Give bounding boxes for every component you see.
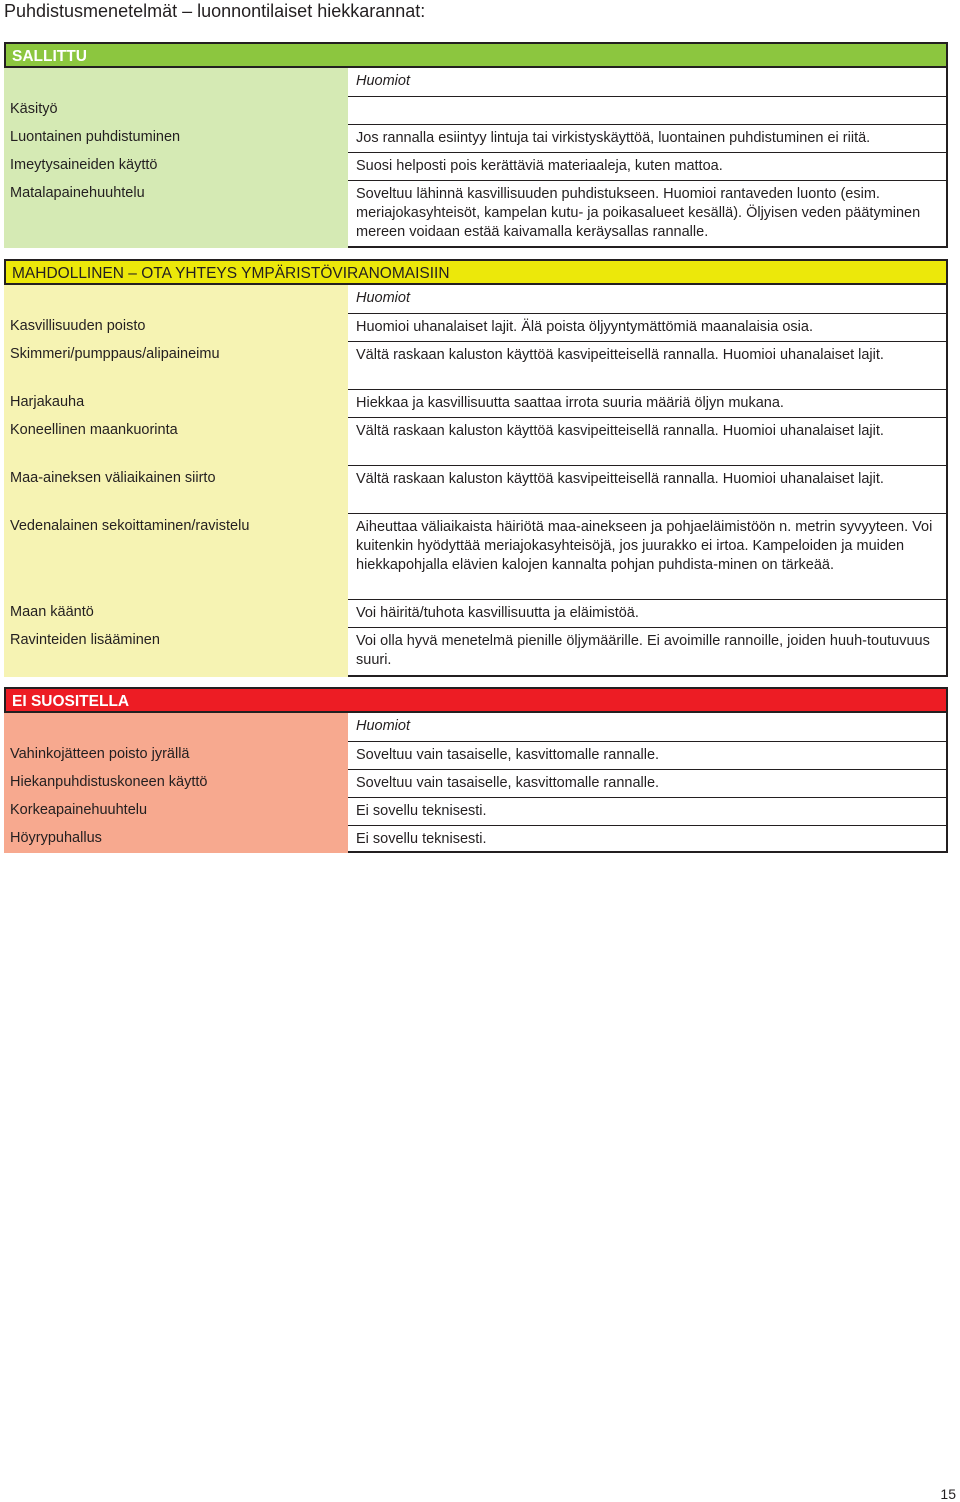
section-sallittu xyxy=(4,42,948,248)
notes-cell: Voi olla hyvä menetelmä pienille öljymäärille. Ei avoimille rannoille, joiden huuh-toutuvuus suuri. xyxy=(348,627,946,675)
method-cell: Matalapainehuuhtelu xyxy=(10,185,145,201)
notes-cell: Vältä raskaan kaluston käyttöä kasvipeitteisellä rannalla. Huomioi uhanalaiset lajit. xyxy=(348,341,946,389)
notes-header: Huomiot xyxy=(356,73,410,89)
method-cell: Maan kääntö xyxy=(10,604,94,620)
notes-cell: Soveltuu vain tasaiselle, kasvittomalle rannalle. xyxy=(348,741,946,769)
method-cell: Vedenalainen sekoittaminen/ravistelu xyxy=(10,518,250,534)
method-cell: Imeytysaineiden käyttö xyxy=(10,157,158,173)
section-header-sallittu: SALLITTU xyxy=(4,42,948,68)
methods-column xyxy=(4,713,348,853)
notes-header: Huomiot xyxy=(356,718,410,734)
method-cell: Skimmeri/pumppaus/alipaineimu xyxy=(10,346,220,362)
notes-cell: Hiekkaa ja kasvillisuutta saattaa irrota suuria määriä öljyn mukana. xyxy=(348,389,946,417)
method-cell: Maa-aineksen väliaikainen siirto xyxy=(10,470,216,486)
notes-cell: Suosi helposti pois kerättäviä materiaaleja, kuten mattoa. xyxy=(348,152,946,180)
notes-cell: Ei sovellu teknisesti. xyxy=(348,797,946,825)
section-header-ei-suositella: EI SUOSITELLA xyxy=(4,687,948,713)
notes-cell: Vältä raskaan kaluston käyttöä kasvipeitteisellä rannalla. Huomioi uhanalaiset lajit. xyxy=(348,465,946,513)
notes-cell: Soveltuu vain tasaiselle, kasvittomalle rannalle. xyxy=(348,769,946,797)
notes-header: Huomiot xyxy=(356,290,410,306)
section-mahdollinen xyxy=(4,259,948,677)
method-cell: Ravinteiden lisääminen xyxy=(10,632,160,648)
notes-cell: Soveltuu lähinnä kasvillisuuden puhdistukseen. Huomioi rantaveden luonto (esim. meriajokasyhteisöt, kampelan kutu- ja poikasalueet kesällä). Öljyisen veden päätyminen mereen voidaan estää kaivamalla keräysallas rannalle. xyxy=(348,180,946,246)
method-cell: Höyrypuhallus xyxy=(10,830,102,846)
method-cell: Hiekanpuhdistuskoneen käyttö xyxy=(10,774,208,790)
section-ei-suositella xyxy=(4,687,948,853)
page-title: Puhdistusmenetelmät – luonnontilaiset hiekkarannat: xyxy=(4,1,426,21)
notes-cell: Huomioi uhanalaiset lajit. Älä poista öljyyntymättömiä maanalaisia osia. xyxy=(348,313,946,341)
method-cell: Kasvillisuuden poisto xyxy=(10,318,146,334)
notes-cell: Vältä raskaan kaluston käyttöä kasvipeitteisellä rannalla. Huomioi uhanalaiset lajit. xyxy=(348,417,946,465)
notes-cell: Jos rannalla esiintyy lintuja tai virkistyskäyttöä, luontainen puhdistuminen ei riitä. xyxy=(348,124,946,152)
notes-column xyxy=(348,68,948,248)
notes-cell: Ei sovellu teknisesti. xyxy=(348,825,946,851)
notes-cell: Voi häiritä/tuhota kasvillisuutta ja eläimistöä. xyxy=(348,599,946,627)
notes-column xyxy=(348,285,948,677)
notes-column xyxy=(348,713,948,853)
method-cell: Korkeapainehuuhtelu xyxy=(10,802,148,818)
section-header-mahdollinen: MAHDOLLINEN – OTA YHTEYS YMPÄRISTÖVIRANOMAISIIN xyxy=(4,259,948,285)
method-cell: Harjakauha xyxy=(10,394,85,410)
page-number: 15 xyxy=(940,1486,956,1502)
methods-column xyxy=(4,68,348,248)
method-cell: Käsityö xyxy=(10,101,58,117)
notes-cell xyxy=(348,96,946,124)
method-cell: Vahinkojätteen poisto jyrällä xyxy=(10,746,190,762)
notes-cell: Aiheuttaa väliaikaista häiriötä maa-ainekseen ja pohjaeläimistöön n. metrin syvyyteen. Voi kuitenkin hyödyttää meriajokasyhteisöjä, jos juurakko ei irtoa. Kampeloiden ja muiden hiekkapohjalla elävien kalojen kannalta pohjan puhdista-minen on tärkeää. xyxy=(348,513,946,599)
methods-column xyxy=(4,285,348,677)
method-cell: Luontainen puhdistuminen xyxy=(10,129,181,145)
method-cell: Koneellinen maankuorinta xyxy=(10,422,178,438)
